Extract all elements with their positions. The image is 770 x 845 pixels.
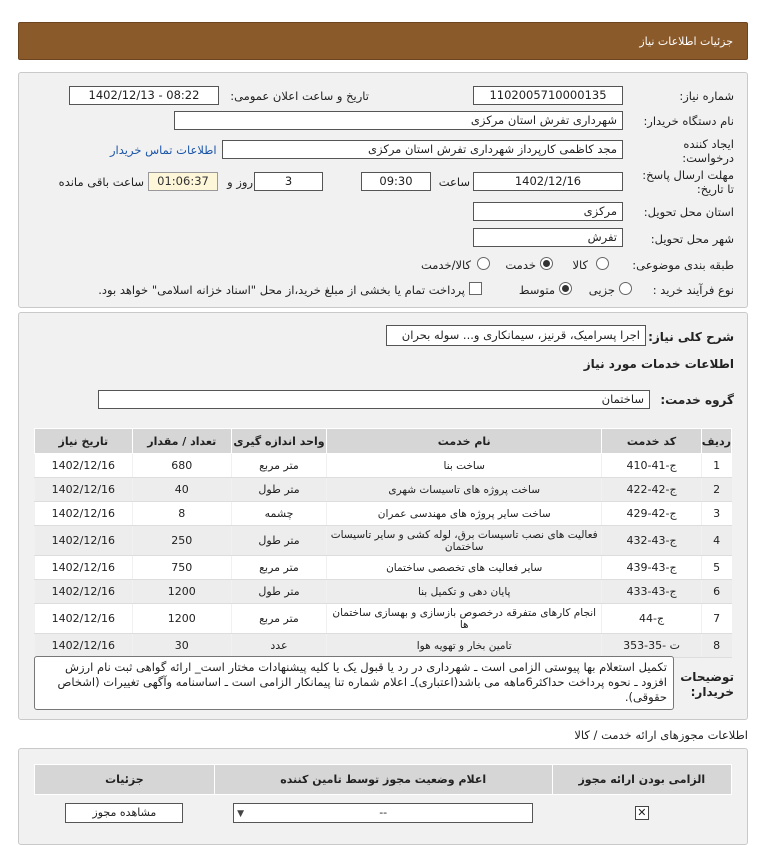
category-radio-service[interactable]: [540, 257, 553, 270]
need-number-field: 1102005710000135: [473, 86, 623, 105]
table-row: [35, 634, 732, 658]
category-option-goods-service: کالا/خدمت: [420, 258, 471, 272]
row-number: 4: [701, 526, 731, 556]
table-row: [35, 604, 732, 634]
service-quantity: 250: [132, 526, 231, 556]
service-quantity: 1200: [132, 580, 231, 604]
service-group-label: گروه خدمت:: [660, 393, 734, 407]
remaining-time-field: 01:06:37: [148, 172, 218, 191]
remaining-label: ساعت باقی مانده: [58, 175, 144, 189]
service-name: ساخت پروژه های تاسیسات شهری: [327, 478, 602, 502]
row-number: 2: [701, 478, 731, 502]
city-label: شهر محل تحویل:: [650, 232, 734, 246]
service-quantity: 30: [132, 634, 231, 658]
col-service-code: کد خدمت: [602, 429, 701, 454]
permit-row: [35, 795, 732, 831]
service-code: ج-43-433: [602, 580, 701, 604]
permit-status-value: --: [379, 805, 388, 819]
page-header: [18, 22, 748, 60]
announce-label: تاریخ و ساعت اعلان عمومی:: [230, 89, 369, 103]
table-row: [35, 526, 732, 556]
col-need-date: تاریخ نیاز: [35, 429, 133, 454]
service-name: تامین بخار و تهویه هوا: [327, 634, 602, 658]
row-number: 1: [701, 454, 731, 478]
table-row: [35, 478, 732, 502]
process-option-minor: جزیی: [588, 283, 615, 297]
services-heading: اطلاعات خدمات مورد نیاز: [583, 357, 734, 371]
service-unit: متر مربع: [231, 604, 326, 634]
service-code: ج-43-439: [602, 556, 701, 580]
service-code: ج-43-432: [602, 526, 701, 556]
service-need-date: 1402/12/16: [35, 634, 133, 658]
process-label: نوع فرآیند خرید :: [652, 283, 734, 297]
category-radio-goods[interactable]: [596, 257, 609, 270]
need-number-label: شماره نیاز:: [679, 89, 734, 103]
category-option-goods: کالا: [572, 258, 588, 272]
col-service-name: نام خدمت: [327, 429, 602, 454]
service-need-date: 1402/12/16: [35, 454, 133, 478]
summary-label: شرح کلی نیاز:: [648, 330, 734, 344]
table-row: [35, 454, 732, 478]
service-code: ج-42-429: [602, 502, 701, 526]
service-name: ساخت بنا: [327, 454, 602, 478]
category-radio-goods-service[interactable]: [477, 257, 490, 270]
table-row: [35, 556, 732, 580]
announce-field: 1402/12/13 - 08:22: [69, 86, 219, 105]
treasury-payment-note: پرداخت تمام یا بخشی از مبلغ خرید،از محل "اسناد خزانه اسلامی" خواهد بود.: [98, 283, 465, 297]
service-need-date: 1402/12/16: [35, 604, 133, 634]
buyer-contact-link[interactable]: اطلاعات تماس خریدار: [110, 143, 217, 157]
service-code: ت -35-353: [602, 634, 701, 658]
row-number: 8: [701, 634, 731, 658]
service-name: ساخت سایر پروژه های مهندسی عمران: [327, 502, 602, 526]
process-radio-minor[interactable]: [619, 282, 632, 295]
service-need-date: 1402/12/16: [35, 502, 133, 526]
creator-label: ایجاد کننده درخواست:: [682, 137, 734, 165]
col-quantity: تعداد / مقدار: [132, 429, 231, 454]
province-label: استان محل تحویل:: [643, 205, 734, 219]
service-need-date: 1402/12/16: [35, 580, 133, 604]
table-row: [35, 580, 732, 604]
service-unit: متر طول: [231, 580, 326, 604]
row-number: 3: [701, 502, 731, 526]
category-label: طبقه بندی موضوعی:: [632, 258, 734, 272]
permit-status-select[interactable]: [233, 803, 533, 823]
permit-required-checkbox: ✕: [635, 806, 649, 820]
service-quantity: 680: [132, 454, 231, 478]
col-permit-required: الزامی بودن ارائه مجوز: [552, 765, 731, 795]
view-permit-button[interactable]: مشاهده مجوز: [65, 803, 183, 823]
service-quantity: 750: [132, 556, 231, 580]
service-code: ج-42-422: [602, 478, 701, 502]
col-permit-status: اعلام وضعیت مجوز توسط تامین کننده: [214, 765, 552, 795]
row-number: 6: [701, 580, 731, 604]
col-unit: واحد اندازه گیری: [231, 429, 326, 454]
services-table-header: [35, 429, 732, 454]
permits-table-header: [35, 765, 732, 795]
service-quantity: 8: [132, 502, 231, 526]
permit-details-cell: [35, 795, 215, 831]
service-name: انجام کارهای متفرقه درخصوص بازسازی و بهسازی ساختمان ها: [327, 604, 602, 634]
buyer-org-label: نام دستگاه خریدار:: [643, 114, 734, 128]
days-label: روز و: [227, 175, 253, 189]
process-radio-medium[interactable]: [559, 282, 572, 295]
category-option-service: خدمت: [505, 258, 536, 272]
service-unit: متر طول: [231, 478, 326, 502]
deadline-date-field: 1402/12/16: [473, 172, 623, 191]
service-need-date: 1402/12/16: [35, 526, 133, 556]
permit-status-cell: [214, 795, 552, 831]
process-option-medium: متوسط: [518, 283, 555, 297]
page-title: جزئیات اطلاعات نیاز: [639, 35, 733, 48]
creator-field: مجد کاظمی کارپرداز شهرداری تفرش استان مرکزی: [222, 140, 623, 159]
treasury-payment-checkbox[interactable]: [469, 282, 482, 295]
service-need-date: 1402/12/16: [35, 556, 133, 580]
summary-field: اجرا پسرامیک، قرنیز، سیمانکاری و... سوله بحران: [386, 325, 646, 346]
province-field: مرکزی: [473, 202, 623, 221]
col-row-number: ردیف: [701, 429, 731, 454]
service-need-date: 1402/12/16: [35, 478, 133, 502]
service-name: سایر فعالیت های تخصصی ساختمان: [327, 556, 602, 580]
service-unit: چشمه: [231, 502, 326, 526]
deadline-label: مهلت ارسال پاسخ: تا تاریخ:: [642, 168, 734, 196]
row-number: 7: [701, 604, 731, 634]
city-field: تفرش: [473, 228, 623, 247]
service-unit: متر مربع: [231, 556, 326, 580]
services-table: [34, 428, 732, 658]
days-field: 3: [254, 172, 323, 191]
chevron-down-icon: ▼: [237, 808, 245, 819]
service-group-field: ساختمان: [98, 390, 650, 409]
service-unit: عدد: [231, 634, 326, 658]
service-name: فعالیت های نصب تاسیسات برق، لوله کشی و سایر تاسیسات ساختمان: [327, 526, 602, 556]
service-quantity: 40: [132, 478, 231, 502]
service-code: ج-41-410: [602, 454, 701, 478]
table-row: [35, 502, 732, 526]
row-number: 5: [701, 556, 731, 580]
buyer-notes-box: تکمیل استعلام بها پیوستی الزامی است ـ شهرداری در رد یا قبول یک یا کلیه پیشنهادات مختار است_ ارائه گواهی ثبت نام ارزش افزود ـ نحوه پرداخت حداکثر6ماهه می باشد(اعتباری)ـ اعلام شماره تنا پیمانکار الزامی است ـ اساسنامه وآگهی تغییرات (اشخاص حقوقی).: [34, 656, 674, 710]
permit-required-cell: [552, 795, 731, 831]
service-code: ج-44: [602, 604, 701, 634]
service-unit: متر طول: [231, 526, 326, 556]
service-unit: متر مربع: [231, 454, 326, 478]
permits-table: [34, 764, 732, 831]
service-quantity: 1200: [132, 604, 231, 634]
deadline-time-field: 09:30: [361, 172, 431, 191]
time-label: ساعت: [438, 175, 470, 189]
service-name: پایان دهی و تکمیل بنا: [327, 580, 602, 604]
permits-title: اطلاعات مجوزهای ارائه خدمت / کالا: [574, 728, 748, 742]
col-permit-details: جزئیات: [35, 765, 215, 795]
buyer-notes-label: توضیحات خریدار:: [680, 670, 734, 699]
buyer-org-field: شهرداری تفرش استان مرکزی: [174, 111, 623, 130]
